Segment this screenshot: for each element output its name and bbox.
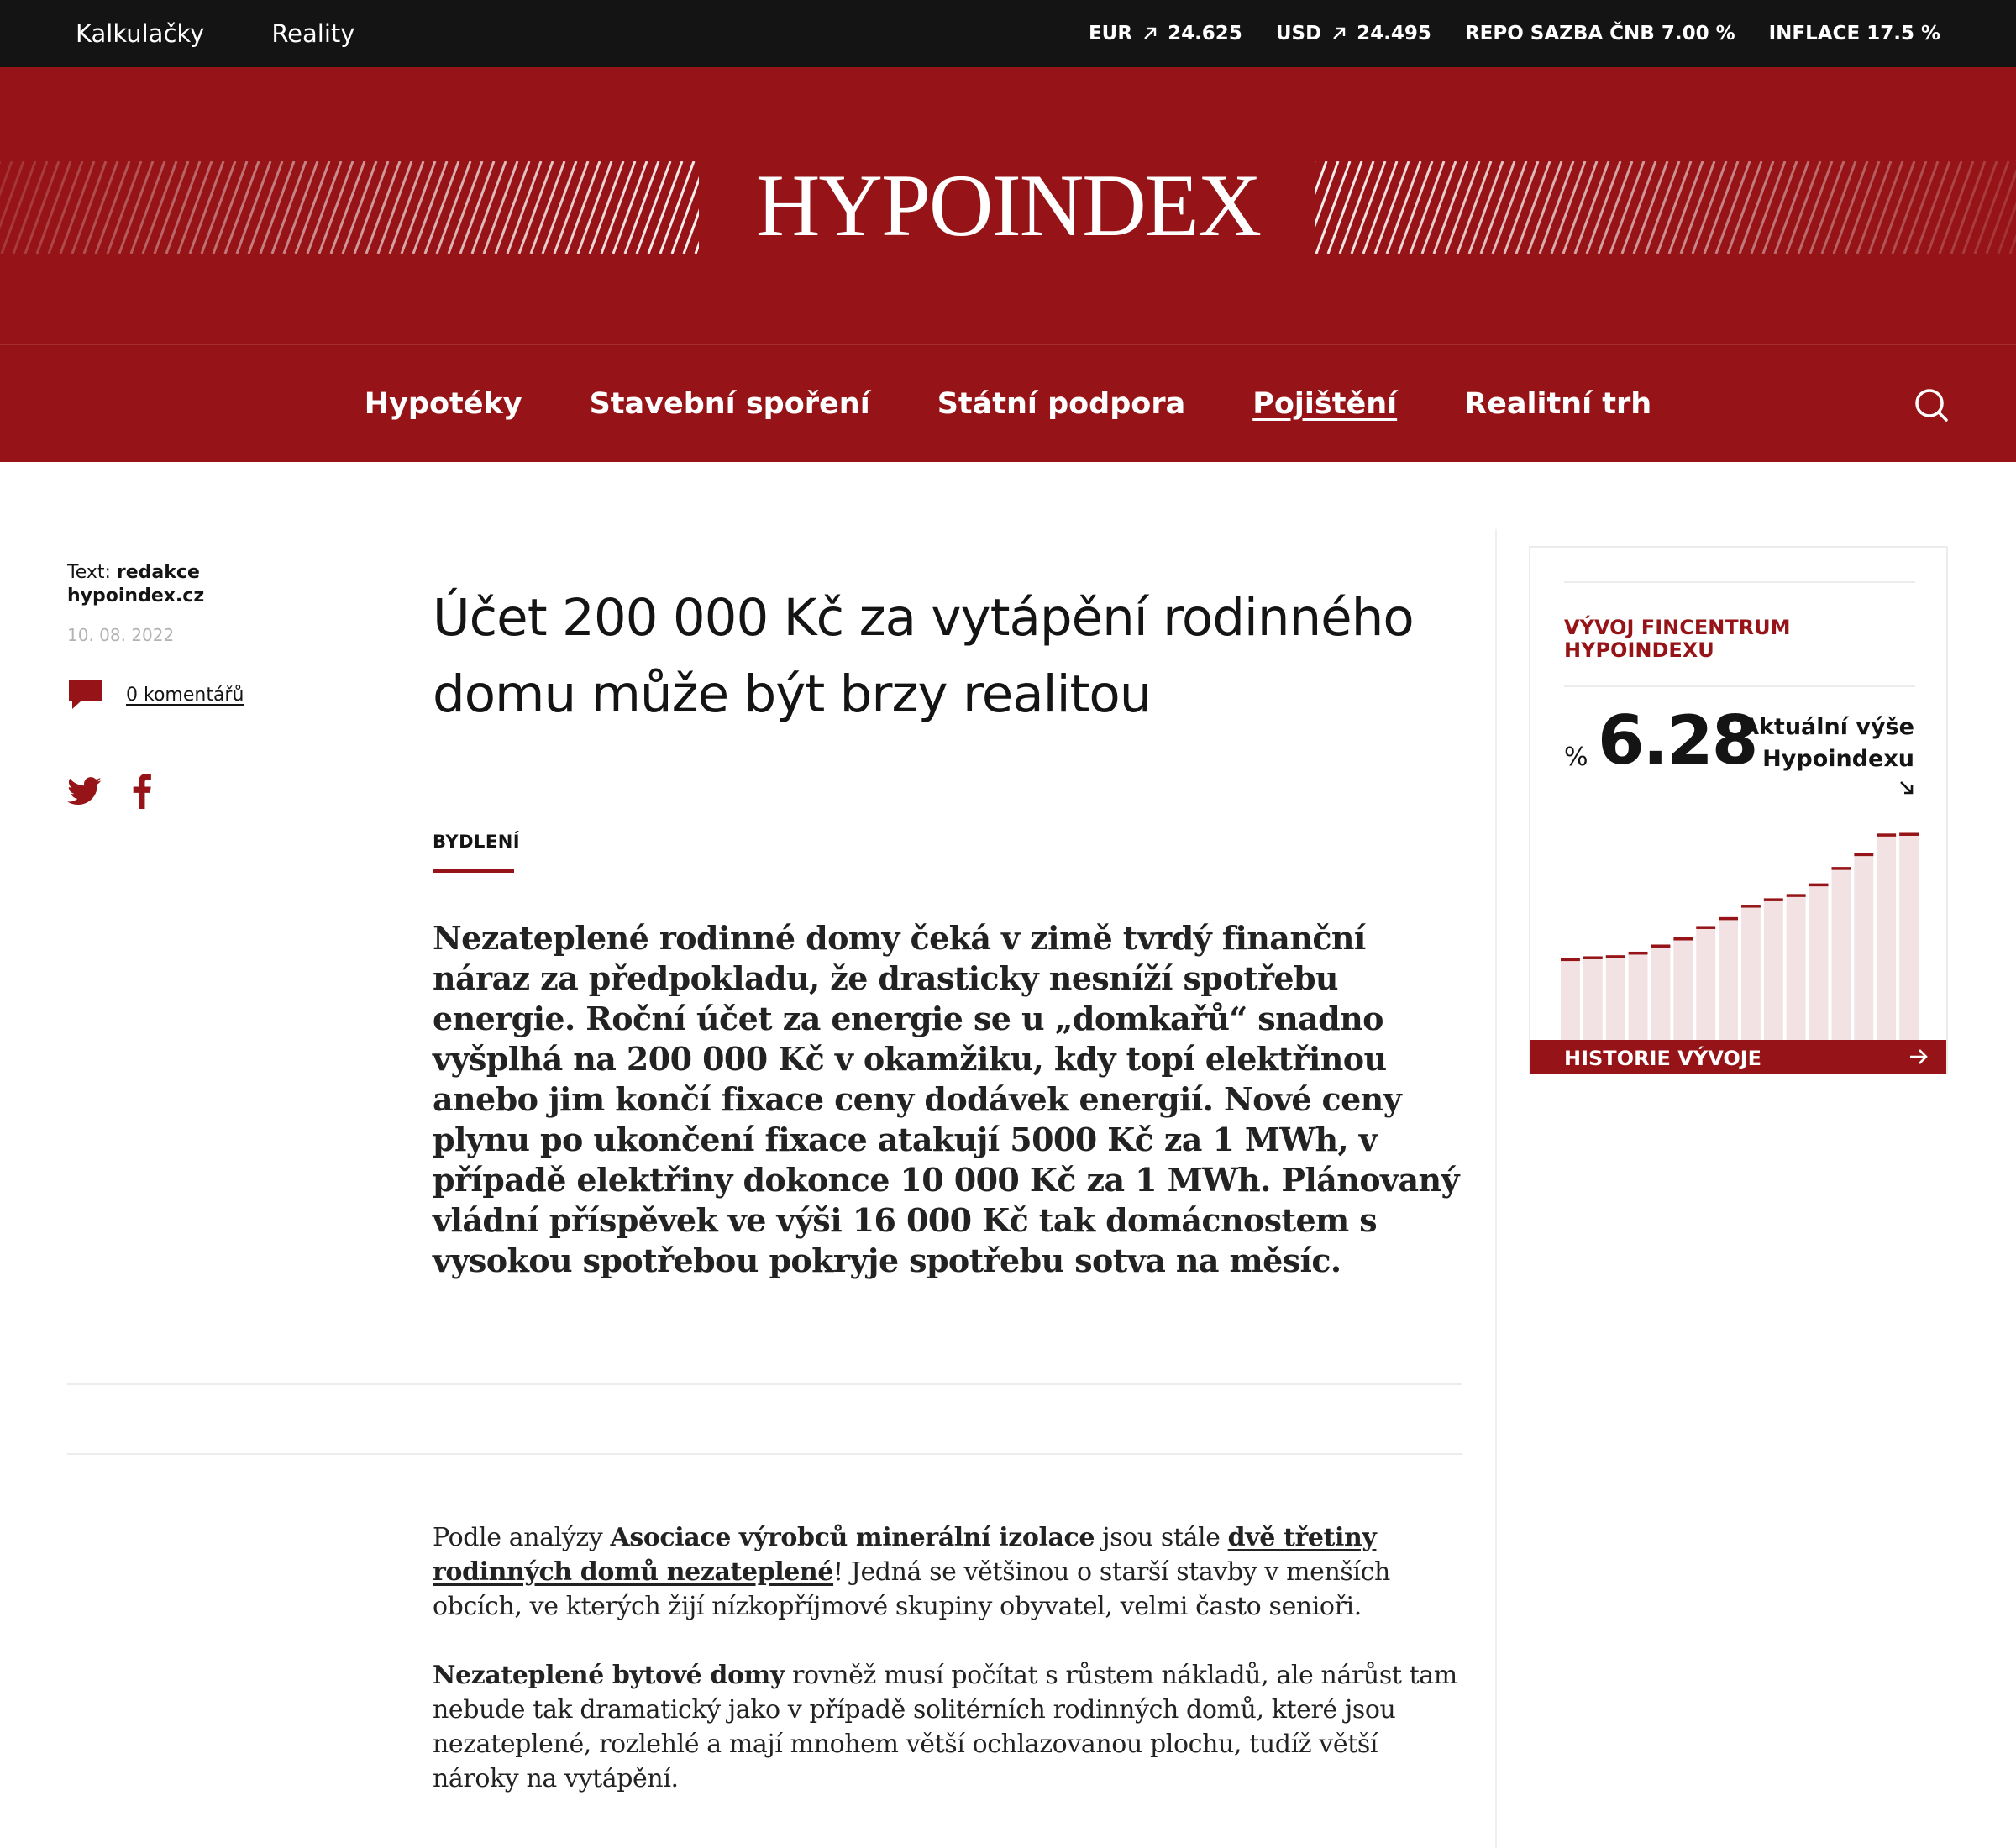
inflation-rate: INFLACE 17.5 % [1768, 23, 1940, 45]
chart-bar [1583, 956, 1603, 1040]
hypoindex-value: 6.28 [1598, 701, 1757, 780]
chart-bar-cap [1719, 917, 1738, 921]
percent-unit: % [1564, 743, 1588, 772]
article-title: Účet 200 000 Kč za vytápění rodinného domu může být brzy realitou [433, 588, 1414, 724]
arrow-up-right-icon [1330, 24, 1348, 43]
chart-bar-cap [1583, 956, 1603, 959]
hypoindex-chart [1560, 808, 1921, 1040]
divider [1564, 685, 1915, 687]
link-kalkulacky[interactable]: Kalkulačky [76, 19, 205, 48]
chart-bar [1854, 853, 1873, 1040]
column-divider [1495, 529, 1497, 1848]
stripe [1998, 161, 2016, 254]
chart-bar [1719, 917, 1738, 1040]
chart-bar [1629, 952, 1648, 1040]
publish-date: 10. 08. 2022 [67, 625, 175, 645]
nav-statni-podpora[interactable]: Státní podpora [937, 387, 1186, 421]
header-banner [0, 67, 2016, 344]
chart-bar-cap [1651, 944, 1671, 948]
chart-bar [1696, 926, 1715, 1040]
top-links [76, 0, 354, 67]
chart-bar [1606, 955, 1625, 1040]
stripe [1315, 161, 1338, 254]
chart-bar-cap [1787, 894, 1806, 897]
article-lead: Nezateplené rodinné domy čeká v zimě tvrdý finanční náraz za předpokladu, že drasticky nesníží spotřebu energie. Roční účet za energie se u „domkařů“ snadno vyšplhá na 200 000 Kč v okamžiku, kdy topí elektřinou anebo jim končí fixace ceny dodávek energií. Nové ceny plynu po ukončení fixace atakují 5000 Kč za 1 MWh, v případě elektřiny dokonce 10 000 Kč za 1 MWh. Plánovaný vládní příspěvek ve výši 16 000 Kč tak domácnostem s vysokou spotřebou pokryje spotřebu sotva na měsíc. [433, 919, 1460, 1279]
chart-bar-cap [1741, 905, 1761, 908]
chart-bar-cap [1809, 884, 1829, 887]
history-button-label: HISTORIE VÝVOJE [1564, 1047, 1762, 1070]
top-bar [0, 0, 2016, 67]
link-reality[interactable]: Reality [271, 19, 355, 48]
chart-bar [1787, 894, 1806, 1040]
chart-bar-cap [1832, 867, 1851, 870]
comments-link[interactable]: 0 komentářů [126, 684, 244, 706]
search-icon[interactable] [1914, 387, 1949, 423]
chart-bar [1561, 958, 1580, 1040]
text: Podle analýzy [433, 1523, 611, 1552]
usd-value: 24.495 [1357, 23, 1431, 45]
arrow-down-right-icon [1898, 780, 1915, 796]
chart-bar-cap [1673, 937, 1693, 941]
divider [67, 1383, 1462, 1385]
current-value-label: Aktuální výše Hypoindexu [1741, 714, 1914, 772]
history-button[interactable] [1530, 1040, 1946, 1074]
chart-bar-cap [1629, 952, 1648, 955]
bold-text: Asociace výrobců minerální izolace [610, 1523, 1095, 1552]
usd-rate [1276, 23, 1431, 45]
comments-link-row [67, 679, 336, 711]
nav-pojisteni[interactable]: Pojištění [1252, 387, 1398, 421]
hypoindex-widget [1529, 546, 1948, 1074]
chart-bar [1651, 944, 1671, 1040]
share-buttons [67, 774, 336, 809]
chart-bar [1809, 884, 1829, 1040]
eur-label: EUR [1088, 23, 1133, 45]
chart-bar-cap [1764, 898, 1783, 901]
text: rovněž musí počítat s růstem nákladů, ale nárůst tam nebude tak dramatický jako v případě solitérních rodinných domů, které jsou nezateplené, rozlehlé a mají mnohem větší ochlazovanou plochu, tudíž větší nároky na vytápění. [433, 1661, 1457, 1793]
category-tag[interactable]: BYDLENÍ [433, 832, 521, 852]
text: ! Jedná se většinou o starší stavby v menších obcích, ve kterých žijí nízkopříjmové skupiny obyvatel, velmi často senioři. [433, 1557, 1390, 1621]
main-nav [0, 344, 2016, 462]
article-link[interactable]: dvě třetiny rodinných domů nezateplené [433, 1523, 1377, 1587]
rates-ticker [1089, 0, 1940, 67]
chart-bar [1832, 867, 1851, 1040]
arrow-right-icon [1908, 1048, 1929, 1065]
author-name: redakce [116, 562, 200, 583]
chart-bar [1673, 937, 1693, 1040]
chart-bar [1741, 905, 1761, 1040]
author-site: hypoindex.cz [67, 585, 205, 606]
text: jsou stále [1095, 1523, 1228, 1552]
nav-stavebni-sporeni[interactable]: Stavební spoření [589, 387, 870, 421]
arrow-up-right-icon [1141, 24, 1159, 43]
chart-bar-cap [1854, 853, 1873, 857]
chart-bar-cap [1877, 833, 1896, 836]
chart-bar [1877, 833, 1896, 1040]
decorative-stripes-right [1315, 161, 2016, 254]
author [67, 561, 336, 608]
paragraph [433, 1658, 1466, 1796]
facebook-icon[interactable] [132, 774, 152, 809]
chart-bar [1764, 898, 1783, 1040]
chart-bar-cap [1606, 955, 1625, 958]
bold-text: Nezateplené bytové domy [433, 1661, 785, 1690]
chart-bar-cap [1899, 832, 1919, 836]
nav-hypoteky[interactable]: Hypotéky [364, 387, 522, 421]
article-body [433, 1520, 1466, 1830]
divider [67, 1453, 1462, 1455]
divider [1564, 581, 1915, 583]
chart-bar [1899, 832, 1919, 1040]
article-meta [67, 561, 336, 809]
chart-bar-cap [1696, 926, 1715, 929]
nav-realitni-trh[interactable]: Realitní trh [1464, 387, 1652, 421]
author-prefix: Text: [67, 562, 117, 583]
nav-links [0, 345, 2016, 463]
chart-bar-cap [1561, 958, 1580, 962]
repo-rate: REPO SAZBA ČNB 7.00 % [1464, 23, 1735, 45]
site-logo[interactable]: HYPOINDEX [755, 156, 1261, 255]
widget-title: VÝVOJ FINCENTRUM HYPOINDEXU [1564, 616, 1791, 662]
eur-rate [1089, 23, 1242, 45]
category-underline [433, 869, 514, 873]
paragraph [433, 1520, 1466, 1624]
comment-icon[interactable] [67, 679, 104, 711]
eur-value: 24.625 [1168, 23, 1242, 45]
twitter-icon[interactable] [67, 777, 102, 806]
usd-label: USD [1275, 23, 1322, 45]
